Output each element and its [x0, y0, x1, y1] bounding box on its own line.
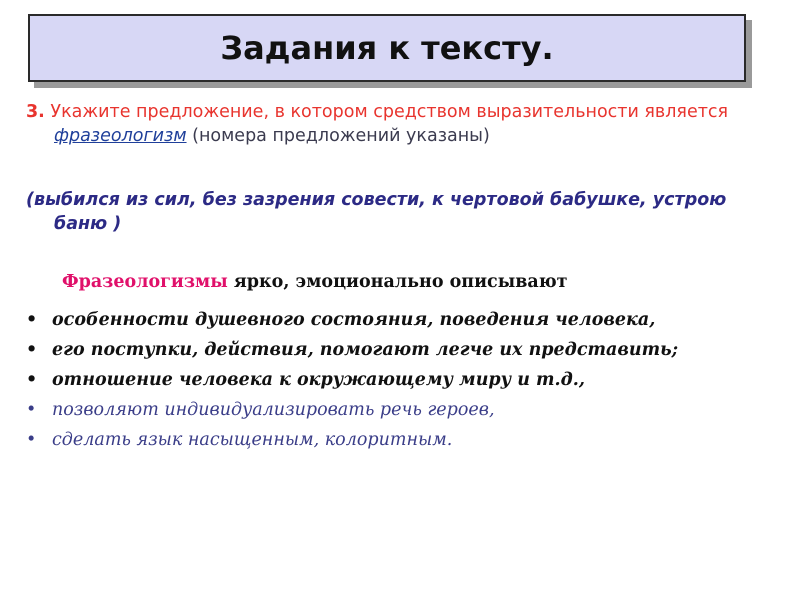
bullet-icon: •: [26, 400, 37, 420]
list-item-text: особенности душевного состояния, поведения человека,: [52, 310, 656, 330]
intro-line: [62, 272, 568, 292]
page-title: Задания к тексту.: [220, 29, 554, 67]
title-box: [28, 14, 746, 82]
list-item: [20, 365, 780, 395]
bullet-icon: •: [26, 310, 38, 330]
bullet-list: [20, 305, 780, 455]
list-item: [20, 395, 780, 425]
task-rest: (номера предложений указаны): [192, 126, 490, 146]
bullet-icon: •: [26, 370, 38, 390]
list-item-text: сделать язык насыщенным, колоритным.: [52, 430, 453, 450]
list-item-text: отношение человека к окружающему миру и т.д.,: [52, 370, 585, 390]
examples-text: (выбился из сил, без зазрения совести, к чертовой бабушке, устрою баню ): [26, 190, 727, 234]
list-item-text: его поступки, действия, помогают легче их представить;: [52, 340, 679, 360]
list-item: [20, 425, 780, 455]
task-number: 3.: [26, 102, 45, 122]
intro-rest: ярко, эмоционально описывают: [233, 272, 568, 292]
list-item: [20, 305, 780, 335]
bullet-icon: •: [26, 430, 37, 450]
bullet-icon: •: [26, 340, 38, 360]
intro-highlight: Фразеологизмы: [62, 272, 228, 292]
term-link[interactable]: фразеологизм: [54, 126, 187, 146]
task-lead: Укажите предложение, в котором средством выразительности является: [50, 102, 729, 122]
list-item: [20, 335, 780, 365]
task-paragraph: [26, 100, 774, 148]
list-item-text: позволяют индивидуализировать речь героев,: [52, 400, 495, 420]
